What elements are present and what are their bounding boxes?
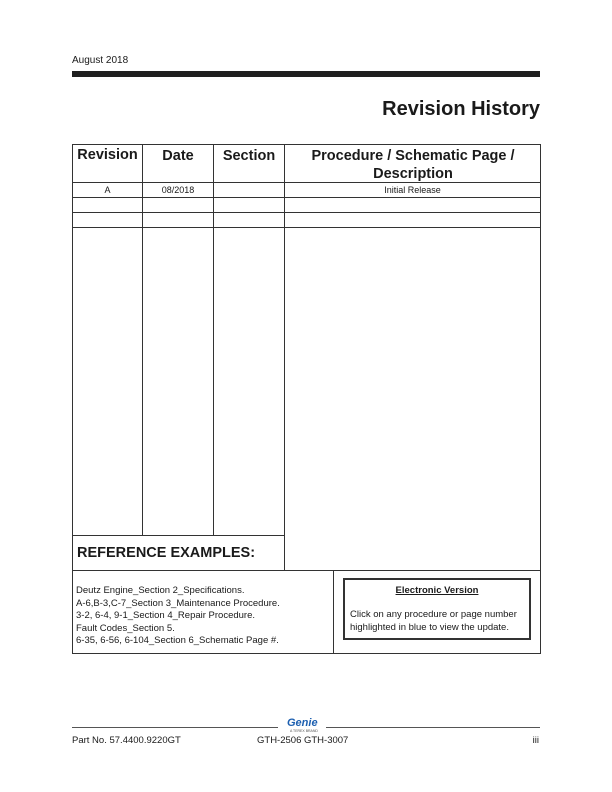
page-number: iii: [532, 735, 539, 746]
column-header-description: Procedure / Schematic Page / Description: [311, 148, 515, 182]
reference-line: Fault Codes_Section 5.: [76, 622, 175, 634]
footer-rule: [326, 727, 540, 728]
column-divider: [284, 145, 285, 570]
reference-examples: [76, 585, 280, 648]
genie-logo: [282, 718, 322, 734]
column-header-date: Date: [162, 148, 194, 164]
column-divider: [333, 570, 334, 654]
row-date: 08/2018: [161, 185, 195, 195]
model-numbers: GTH-2506 GTH-3007: [257, 735, 349, 746]
reference-line: Deutz Engine_Section 2_Specifications.: [76, 585, 245, 596]
row-divider: [73, 212, 540, 213]
reference-line: A-6,B-3,C-7_Section 3_Maintenance Procedure.: [76, 597, 280, 609]
column-header-section: Section: [222, 148, 276, 164]
row-divider: [73, 570, 540, 571]
header-rule: [72, 71, 540, 77]
row-divider: [73, 197, 540, 198]
reference-title: REFERENCE EXAMPLES:: [77, 545, 256, 561]
electronic-version-box: [343, 578, 531, 640]
reference-line: 3-2, 6-4, 9-1_Section 4_Repair Procedure.: [76, 610, 256, 621]
row-description: Initial Release: [384, 185, 441, 195]
logo-subtext: A TEREX BRAND: [290, 729, 318, 733]
column-divider: [142, 145, 143, 535]
logo-text: Genie: [287, 717, 318, 729]
reference-line: 6-35, 6-56, 6-104_Section 6_Schematic Page #.: [76, 635, 279, 646]
row-revision: A: [104, 185, 111, 195]
header-date: August 2018: [72, 55, 129, 66]
revision-table: [72, 144, 541, 654]
electronic-version-body: Click on any procedure or page number highlighted in blue to view the update.: [350, 609, 517, 633]
column-divider: [213, 145, 214, 535]
row-divider: [73, 535, 284, 536]
row-divider: [73, 227, 540, 228]
electronic-version-title: Electronic Version: [395, 585, 479, 596]
page-title: Revision History: [382, 98, 540, 120]
part-number: Part No. 57.4400.9220GT: [72, 735, 181, 746]
column-header-revision: Revision: [77, 147, 138, 163]
footer-rule: [72, 727, 278, 728]
